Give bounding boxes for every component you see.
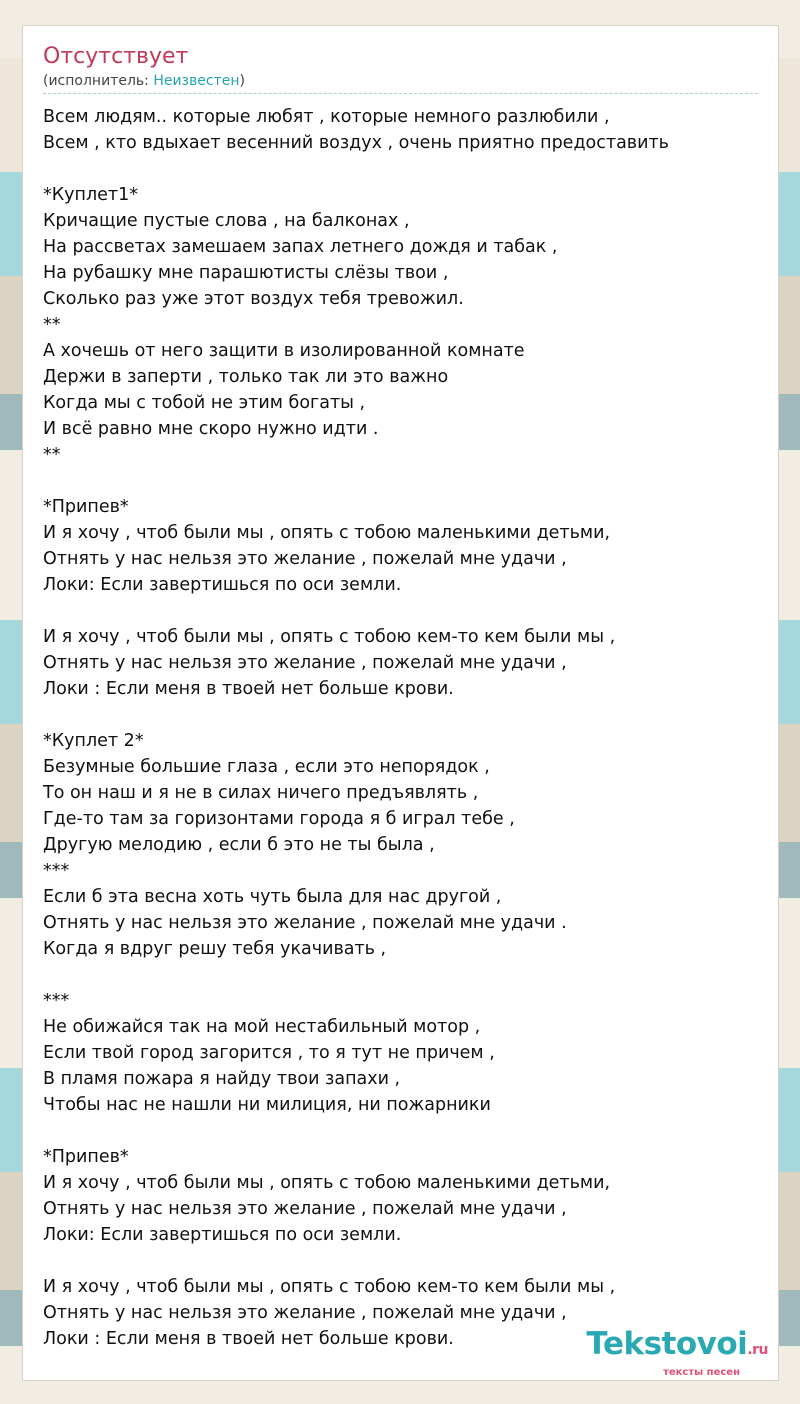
lyric-line: ** [43,445,61,465]
lyric-line: В пламя пожара я найду твои запахи , [43,1069,401,1089]
lyric-line: На рубашку мне парашютисты слёзы твои , [43,263,449,283]
lyric-line [43,962,758,988]
lyric-line: ** [43,315,61,335]
lyric-line: *Припев* [43,497,129,517]
title-divider [43,93,758,94]
site-logo[interactable] [586,1327,768,1378]
lyric-line: Когда я вдруг решу тебя укачивать , [43,939,387,959]
lyric-line: Когда мы с тобой не этим богаты , [43,393,366,413]
lyric-line: Безумные большие глаза , если это непорядок , [43,757,490,777]
lyric-line: *** [43,861,70,881]
lyric-line: Сколько раз уже этот воздух тебя тревожил. [43,289,464,309]
lyrics-card [22,25,779,1381]
lyric-line: Не обижайся так на мой нестабильный мотор , [43,1017,481,1037]
lyric-line: Всем людям.. которые любят , которые немного разлюбили , [43,107,610,127]
lyric-line: Отнять у нас нельзя это желание , пожелай мне удачи , [43,1199,567,1219]
lyric-line: Кричащие пустые слова , на балконах , [43,211,410,231]
logo-name: Tekstovoi [586,1326,748,1362]
logo-wordmark [586,1327,768,1367]
lyric-line [43,156,758,182]
lyric-line: То он наш и я не в силах ничего предъявлять , [43,783,479,803]
lyric-line: И я хочу , чтоб были мы , опять с тобою маленькими детьми, [43,1173,611,1193]
lyric-line: И я хочу , чтоб были мы , опять с тобою кем-то кем были мы , [43,627,616,647]
lyric-line [43,598,758,624]
lyric-line: Если твой город загорится , то я тут не причем , [43,1043,495,1063]
lyric-line: И я хочу , чтоб были мы , опять с тобою маленькими детьми, [43,523,611,543]
lyric-line: Локи: Если завертишься по оси земли. [43,575,402,595]
lyric-line: Локи : Если меня в твоей нет больше крови. [43,679,454,699]
artist-suffix: ) [239,73,245,89]
lyric-line [43,468,758,494]
artist-link[interactable]: Неизвестен [153,73,240,89]
lyric-line [43,702,758,728]
lyric-line: Локи : Если меня в твоей нет больше крови. [43,1329,454,1349]
lyric-line: Отнять у нас нельзя это желание , пожелай мне удачи , [43,1303,567,1323]
lyric-line: Отнять у нас нельзя это желание , пожелай мне удачи , [43,549,567,569]
lyric-line: *** [43,991,70,1011]
lyric-line: Держи в заперти , только так ли это важно [43,367,449,387]
lyric-line: Чтобы нас не нашли ни милиция, ни пожарники [43,1095,491,1115]
lyric-line: И всё равно мне скоро нужно идти . [43,419,379,439]
logo-tagline: тексты песен [663,1367,740,1378]
lyric-line: Отнять у нас нельзя это желание , пожелай мне удачи . [43,913,567,933]
lyric-line: Всем , кто вдыхает весенний воздух , очень приятно предоставить [43,133,669,153]
song-title: Отсутствует [43,44,189,69]
lyrics-text [43,104,758,1352]
artist-prefix: (исполнитель: [43,73,154,89]
lyric-line: Отнять у нас нельзя это желание , пожелай мне удачи , [43,653,567,673]
lyric-line: Где-то там за горизонтами города я б играл тебе , [43,809,515,829]
lyric-line: *Куплет 2* [43,731,144,751]
lyric-line [43,1118,758,1144]
lyric-line: И я хочу , чтоб были мы , опять с тобою кем-то кем были мы , [43,1277,616,1297]
lyric-line: Другую мелодию , если б это не ты была , [43,835,435,855]
lyric-line: Если б эта весна хоть чуть была для нас другой , [43,887,502,907]
lyric-line: А хочешь от него защити в изолированной комнате [43,341,525,361]
lyric-line: *Куплет1* [43,185,139,205]
logo-tld: .ru [747,1342,768,1358]
lyric-line: Локи: Если завертишься по оси земли. [43,1225,402,1245]
artist-line [43,72,245,90]
lyric-line [43,1248,758,1274]
lyric-line: *Припев* [43,1147,129,1167]
lyric-line: На рассветах замешаем запах летнего дождя и табак , [43,237,558,257]
